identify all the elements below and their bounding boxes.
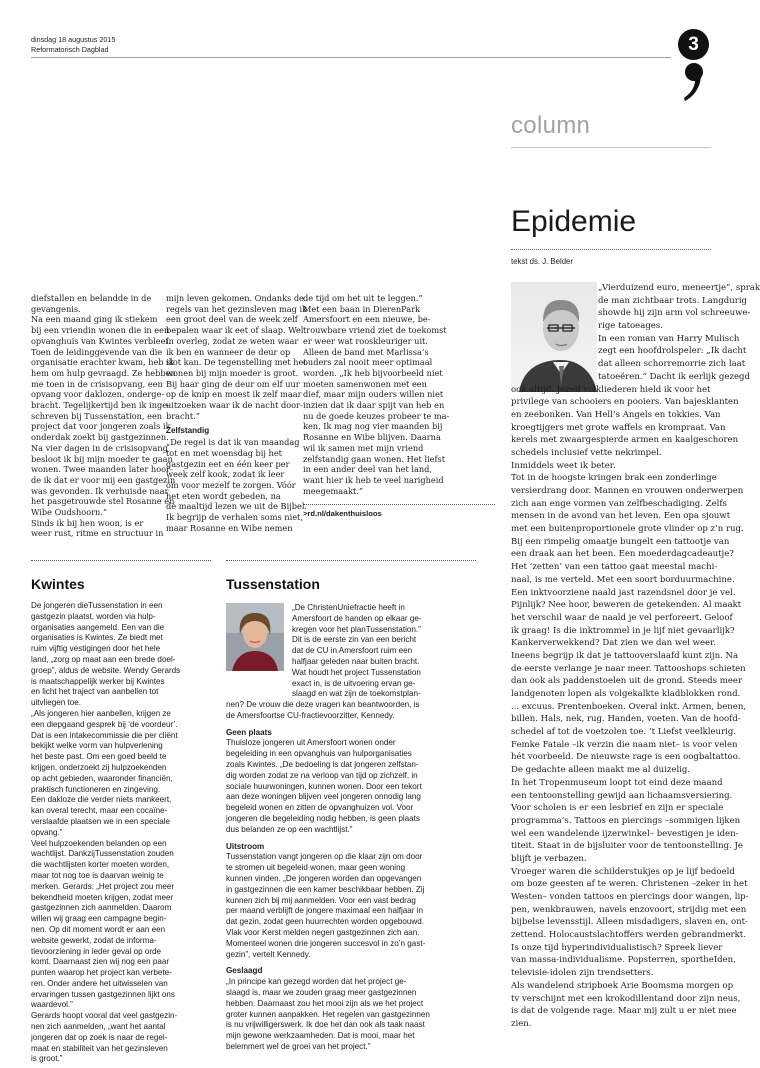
story-line: opvang voor daklozen, onderge-: [31, 389, 165, 400]
tussenstation-line: dig worden zodat ze na verloop van tijd op zichzelf, in: [226, 770, 418, 780]
story-line: Alleen de band met Marlissa’s: [303, 346, 429, 357]
column-line: een tentoonstelling gewijd aan lichaamsversiering.: [511, 790, 733, 801]
story-line: uitzoeken waar ik de nacht door-: [166, 400, 303, 411]
column-line: de man zichtbaar trots. Langdurig: [598, 295, 748, 306]
page-number-badge: 3: [678, 29, 709, 60]
subhead-geen-plaats: Geen plaats: [226, 727, 272, 737]
kwintes-line: land, „zorg op maat aan een brede doel-: [31, 654, 176, 664]
kwintes-line: krijgen, onderzoekt zij hulpzoekenden: [31, 762, 167, 772]
story-line: het eten wordt gebeden, na: [166, 490, 281, 501]
tussenstation-line: slaagd is, maar we zouden graag meer gastgezinnen: [226, 987, 417, 997]
tussenstation-divider: [226, 560, 476, 561]
column-line: zettend. Holocaustslachtoffers werden gebrandmerkt.: [511, 930, 746, 941]
story-column-2: [166, 293, 307, 533]
column-line: Een inktvoorziene naald jast razendsnel door je vel.: [511, 587, 736, 598]
story-line: ouders zal nooit meer optimaal: [303, 357, 433, 368]
column-title: Epidemie: [511, 205, 637, 238]
story-line: Na vier dagen in de crisisopvang: [31, 442, 168, 453]
column-line: schedel af tot de voetzolen toe. ’t Liefst veelkleurig.: [511, 727, 737, 738]
kwintes-line: verslaafde plaatsen we in een speciale: [31, 816, 171, 826]
kwintes-line: willen wij graag een campagne begin-: [31, 914, 167, 924]
column-line: billen. Hals, nek, rug. Handen, voeten. Van de hoofd-: [511, 714, 741, 725]
column-line: ... excuus. Prentenboeken. Overal inkt. Armen, benen,: [511, 701, 747, 712]
column-line: titeit. Staat in de bijsluiter voor de tentoonstelling. Je: [511, 841, 743, 852]
comma-logo-icon: [679, 62, 709, 102]
story-line: wonen bij mijn moeder is groot.: [166, 367, 299, 378]
story-line: worden. „Ik heb bijvoorbeeld niet: [303, 367, 443, 378]
column-line: is dat de volgende rage. Maar mij zult u er niet mee: [511, 1006, 737, 1017]
kwintes-line: tievoorziening in ieder geval op orde: [31, 946, 162, 956]
column-line: zien.: [511, 1018, 532, 1029]
newspaper-name: Reformatorisch Dagblad: [31, 45, 109, 54]
tussenstation-line: per maand verblijft de jongere maximaal een halfjaar in: [226, 906, 424, 916]
tussenstation-line: de Amersfoortse CU-fractievoorzitter, Kennedy.: [226, 710, 395, 720]
column-line: Het ‘zetten’ van een tattoo gaat meestal machi-: [511, 562, 718, 573]
column-line: een draak aan het been. Een moederdagcadeautje?: [511, 549, 734, 560]
kwintes-body: [31, 601, 180, 1065]
column-line: In het Tropenmuseum loopt tot eind deze maand: [511, 777, 723, 788]
kwintes-line: komt. Daarnaast zien wij nog een paar: [31, 957, 170, 967]
column-line: Kankerverwekkend? Dat zien we dan wel weer.: [511, 638, 716, 649]
kwintes-line: Dat is een intakecommissie die per cliënt: [31, 730, 178, 740]
kwintes-line: groep”, aldus de website. Wendy Gerards: [31, 665, 181, 675]
tussenstation-line: Momenteel wonen drie jongeren succesvol in zo’n gast-: [226, 938, 426, 948]
tussenstation-line: zoals Kwintes. „De bedoeling is dat jongeren zelfstan-: [226, 759, 419, 769]
kwintes-line: waardevol.”: [31, 1000, 73, 1010]
story-line: Met een baan in DierenPark: [303, 303, 421, 314]
column-line: programma’s. Tattoos en piercings –sommigen lijken: [511, 815, 741, 826]
story-line: project dat voor jongeren zoals ik: [31, 421, 171, 432]
tussenstation-line: gezin”, vertelt Kennedy.: [226, 949, 311, 959]
story-line: inzien dat ik daar spijt van heb en: [303, 400, 445, 411]
tussenstation-line: hebben. Daarnaast zou het mooi zijn als we het project: [226, 998, 424, 1008]
story-column-3: [303, 293, 495, 520]
story-line: weer rust, ritme en structuur in: [31, 528, 164, 539]
column-line: dan ook als paddenstoelen uit de grond. Steeds meer: [511, 676, 743, 687]
story-line: Bij haar ging de deur om elf uur: [166, 378, 300, 389]
kwintes-line: gastgezinnen zich aanmelden. Daarom: [31, 903, 172, 913]
column-line: naal, is me verteld. Met een soort borduurmachine.: [511, 574, 735, 585]
column-line: blijft je verbazen.: [511, 853, 587, 864]
column-line: Voor scholen is er een lesbrief en zijn er speciale: [511, 803, 724, 814]
kwintes-line: en licht het traject van aanbellen tot: [31, 687, 159, 697]
tussenstation-line: te stromen uit begeleid wonen, maar geen woning: [226, 863, 406, 873]
column-line: om boze geesten af te weren. Christenen –zeker in het: [511, 879, 748, 890]
kwintes-line: jongeren dat op zoek is naar de regel-: [31, 1032, 168, 1042]
story-line: moeten samenwonen met een: [303, 378, 427, 389]
column-line: ook altijd. Jezelf volkliederen hield ik voor het: [511, 384, 711, 395]
story-line: om voor mezelf te zorgen. Vóór: [166, 479, 296, 490]
tussenstation-intro: [292, 603, 422, 700]
story-line: hem om hulp gevraagd. Ze hebben: [31, 367, 176, 378]
story-line: bepalen waar ik eet of slaap. Wel: [166, 325, 304, 336]
subhead-geslaagd: Geslaagd: [226, 966, 263, 976]
tussenstation-line: belemmert wel de groei van het project.”: [226, 1041, 371, 1051]
column-line: kroegtijgers met grote waffels en krompraat. Van: [511, 422, 726, 433]
kwintes-divider: [31, 560, 211, 561]
story-line: Wibe Oudshoorn.”: [31, 507, 108, 518]
story-line: op de knip en moest ik zelf maar: [166, 389, 302, 400]
tussenstation-line: dat gezin, zodat geen huurrechten worden opgebouwd.: [226, 917, 424, 927]
tussenstation-line: jongeren die begeleiding nodig hebben, is geen plaats: [226, 813, 420, 823]
story-line: in een ander deel van het land,: [303, 464, 432, 475]
story-line: bracht. Tegelijkertijd ben ik inge-: [31, 400, 170, 411]
tussenstation-line: begeleiding in een opvanghuis van hulporganisaties: [226, 749, 412, 759]
kwintes-line: praktisch functioneren en zingeving.: [31, 784, 161, 794]
story-line: „De regel is dat ik van maandag: [166, 437, 300, 448]
kwintes-line: is maatschappelijk werker bij Kwintes: [31, 676, 165, 686]
tussenstation-intro-line: slaagd en wat zijn de toekomstplan-: [292, 689, 421, 699]
kwintes-line: kan overal terecht, maar een cocaïne-: [31, 806, 168, 816]
issue-date: dinsdag 18 augustus 2015: [31, 35, 116, 44]
kwintes-line: organisaties is Kwintes. Ze biedt met: [31, 633, 163, 643]
column-body: [511, 282, 760, 1031]
tussenstation-line: „In principe kan gezegd worden dat het project ge-: [226, 977, 407, 987]
column-line: versierdrang door. Mannen en vrouwen onderwerpen: [511, 486, 744, 496]
kwintes-line: bekendheid moeten krijgen, zodat meer: [31, 892, 174, 902]
column-line: Bij een rimpelig omaatje bungelt een tattootje van: [511, 536, 730, 547]
tussenstation-line: mijn gewone werkzaamheden. Dat is mooi, maar het: [226, 1031, 415, 1041]
column-line: Is onze tijd hyperindividualistisch? Spreek liever: [511, 942, 723, 953]
story-line: de ik dat er voor mij een gastgezin: [31, 474, 176, 485]
story-line: regels van het gezinsleven mag ik: [166, 303, 308, 314]
story-line: gastgezin eet en één keer per: [166, 458, 290, 469]
kwintes-line: op acht gebieden, waaronder financiën,: [31, 773, 173, 783]
tussenstation-line: kunnen vinden. „De jongeren worden dan opgevangen: [226, 873, 422, 883]
tussenstation-line: kunnen zich bij mij aanmelden. Voor een vast bedrag: [226, 895, 416, 905]
kwintes-line: die wachtlijsten korter moeten worden,: [31, 860, 170, 870]
column-line: Ineens begrijp ik dat je tattooverslaafd kunt zijn. Na: [511, 650, 739, 661]
tussenstation-body: [226, 700, 430, 1053]
column-line: showde hij zijn arm vol schreeuwe-: [598, 308, 751, 319]
column-line: de eerste verlange je naar meer. Tattooshops schieten: [511, 663, 746, 674]
column-line: kerels met zwaargespierde armen en kaalgeschoren: [511, 435, 739, 446]
column-line: dat alleen schorremorrie zich laat: [598, 359, 746, 370]
story-line: bracht.”: [166, 410, 200, 421]
column-line: De gedachte alleen maakt me al duizelig.: [511, 765, 691, 776]
kennedy-photo: [226, 603, 284, 671]
kwintes-line: een diepgaand gesprek bij ‘de voordeur’.: [31, 719, 178, 729]
column-line: televisie-idolen zijn trendsetters.: [511, 968, 654, 979]
kwintes-line: nen. Op dit moment wordt er aan een: [31, 924, 166, 934]
story-line: zelfstandig gaan wonen. Het liefst: [303, 453, 446, 464]
kwintes-line: opvang.”: [31, 827, 63, 837]
story-line: Ik begrijp de verhalen soms niet,: [166, 512, 303, 523]
kwintes-line: „Als jongeren hier aanbellen, krijgen ze: [31, 708, 171, 718]
column-line: met een buitenproportionele grote vlinder op z’n rug.: [511, 524, 744, 535]
web-link[interactable]: >rd.nl/dakenthuisloos: [303, 509, 382, 519]
kwintes-line: organisaties aangemeld. Een van die: [31, 622, 165, 632]
story-line: nu de goede keuzes probeer te ma-: [303, 410, 450, 421]
tussenstation-intro-line: exact in, is de uitvoering ervan ge-: [292, 678, 416, 688]
kwintes-line: punten waarop het project kan verbete-: [31, 968, 172, 978]
column-line: bijbelse levensstijl. Alleen misdadigers, slaven en, ont-: [511, 917, 748, 928]
story-line: was gevonden. Ik verhuisde naar: [31, 485, 169, 496]
kwintes-line: Gerards hoopt vooral dat veel gastgezin-: [31, 1011, 178, 1021]
story-line: besloot ik bij mijn moeder te gaan: [31, 453, 173, 464]
story-line: gevangenis.: [31, 303, 81, 314]
tussenstation-line: sociale huurwoningen, kunnen wonen. Door een tekort: [226, 781, 422, 791]
kwintes-line: Een dakloze die verder niets mankeert,: [31, 795, 172, 805]
kwintes-heading: Kwintes: [31, 576, 85, 592]
tussenstation-line: Vlak voor Kerst melden negen gastgezinnen zich aan.: [226, 927, 420, 937]
tussenstation-line: aan deze woningen blijven veel jongeren onnodig lang: [226, 792, 421, 802]
kwintes-line: wachtlijst. DankzijTussenstation zouden: [31, 849, 174, 859]
tussenstation-intro-line: Amersfoort de handen op elkaar ge-: [292, 613, 422, 623]
tussenstation-line: Thuisloze jongeren uit Amersfoort wonen onder: [226, 738, 396, 748]
kwintes-line: gastgezin plaatst, worden via hulp-: [31, 611, 156, 621]
subhead-uitstroom: Uitstroom: [226, 841, 265, 851]
column-line: Westen– vonden tattoos en piercings door wangen, lip-: [511, 892, 749, 902]
kwintes-line: ervaringen tussen gastgezinnen lijkt ons: [31, 989, 175, 999]
story-line: het pasgetrouwde stel Rosanne en: [31, 496, 175, 507]
column-line: landgenoten lopen als volgekalkte kladblokken rond.: [511, 689, 741, 699]
column-line: privilege van schooiers en pooiers. Van bajesklanten: [511, 397, 739, 408]
column-line: Als wandelend stripboek Arie Boomsma morgen op: [511, 980, 734, 991]
kwintes-line: nen zich aanmelden, „want het aantal: [31, 1022, 166, 1032]
story-line: wil ik samen met mijn vriend: [303, 442, 424, 453]
column-line: tv verschijnt met een krokodillentand door zijn neus,: [511, 993, 741, 1004]
kwintes-line: uitvliegen toe.: [31, 698, 81, 708]
kwintes-line: het beste past. Om een goed beeld te: [31, 752, 167, 762]
column-line: zegt een hoofdrolspeler: „Ik dacht: [598, 346, 747, 357]
column-line: wel een wandelende ijzerwinkel– bevestigen je iden-: [511, 828, 739, 839]
story-line: me toen in de crisisopvang, een: [31, 378, 163, 389]
tussenstation-line: dus belanden ze op een wachtlijst.”: [226, 824, 353, 834]
column-line: van massa-individualisme. Popsterren, sportheIden,: [511, 955, 736, 966]
story-column-1: [31, 293, 176, 539]
tussenstation-intro-line: „De ChristenUniefractie heeft in: [292, 603, 405, 612]
story-line: bij een vriendin wonen die in een: [31, 325, 170, 336]
story-line: week zelf kook, zodat ik leer: [166, 469, 285, 480]
story-line: organisatie erachter kwam, heb ik: [31, 357, 174, 368]
story-line: de maaltijd lezen we uit de Bijbel.: [166, 501, 308, 512]
tussenstation-line: nen? De vrouw die deze vragen kan beantwoorden, is: [226, 700, 420, 709]
kwintes-line: is groot.”: [31, 1054, 63, 1064]
link-divider: [303, 504, 495, 505]
story-line: tot en met woensdag bij het: [166, 447, 282, 458]
story-line: Amersfoort en een nieuwe, be-: [303, 314, 431, 325]
tussenstation-line: groter kunnen aanpakken. Het regelen van gastgezinnen: [226, 1009, 430, 1019]
column-line: ik graag! Is die inktrommel in je lijf niet gevaarlijk?: [511, 625, 735, 636]
column-line: „Vierduizend euro, meneertje”, sprak: [598, 283, 760, 293]
story-line: wonen. Twee maanden later hoor-: [31, 464, 173, 475]
column-line: zich aan enge vormen van zelfbeschadiging. Zelfs: [511, 498, 727, 509]
column-line: Vroeger waren die schilderstukjes op je lijf bedoeld: [511, 866, 735, 877]
column-line: en zeebonken. Van Hell’s Angels en tokkies. Van: [511, 409, 721, 420]
tussenstation-intro-line: Wat houdt het project Tussenstation: [292, 667, 421, 677]
column-line: Femke Fatale –ik verzin die naam niet– is voor velen: [511, 739, 738, 750]
column-line: pen, wenkbrauwen, navels enzovoort, strijdig met een: [511, 904, 747, 915]
story-line: Toen de leidinggevende van die: [31, 346, 163, 357]
story-line: ik ben en wanneer de deur op: [166, 346, 291, 357]
story-line: dief, maar mijn ouders willen niet: [303, 389, 444, 400]
column-line: hét voorbeeld. De nieuwste rage is een oogbaltattoo.: [511, 752, 741, 763]
story-line: want hier ik heb te veel narigheid: [303, 474, 444, 485]
kwintes-line: maat en stabiliteit van het gezinsleven: [31, 1043, 168, 1053]
story-line: de tijd om het uit te leggen.”: [303, 293, 423, 303]
tussenstation-intro-line: halfjaar geleden naar buiten bracht.: [292, 656, 420, 666]
column-line: rige tatoeages.: [598, 321, 663, 332]
section-label: column: [511, 112, 591, 139]
kwintes-line: merken. Gerards: „Het project zou meer: [31, 881, 175, 891]
story-line: trouwbare vriend ziet de toekomst: [303, 325, 447, 336]
story-subhead: Zelfstandig: [166, 426, 210, 436]
story-line: maar Rosanne en Wibe nemen: [166, 522, 293, 533]
column-line: In een roman van Harry Mulisch: [598, 333, 740, 344]
story-line: meegemaakt.”: [303, 485, 364, 496]
masthead: [31, 35, 115, 55]
tussenstation-intro-line: dat de CU in Amersfoort ruim een: [292, 646, 413, 656]
story-line: schreven bij Tussenstation, een: [31, 410, 163, 421]
story-line: slot kan. De tegenstelling met het: [166, 357, 307, 368]
kwintes-line: bekijkt welke vorm van hulpverlening: [31, 741, 163, 751]
tussenstation-line: in gastgezinnen die een kamer beschikbaar hebben. Zij: [226, 884, 425, 894]
column-line: tatoeëren.” Dacht ik eerlijk gezegd: [598, 371, 750, 382]
story-line: er weer wat rooskleuriger uit.: [303, 335, 428, 346]
author-photo: [511, 282, 597, 392]
column-line: het verschil waar de naald je vel perforeert. Geloof: [511, 612, 733, 623]
story-line: mijn leven gekomen. Ondanks de: [166, 293, 304, 303]
kwintes-line: maar tot nog toe is daarvan weinig te: [31, 870, 164, 880]
tussenstation-heading: Tussenstation: [226, 576, 320, 592]
header-rule: [31, 57, 671, 58]
tussenstation-line: begeleid wonen en zitten de opvanghuizen vol. Voor: [226, 803, 414, 813]
tussenstation-line: Tussenstation vangt jongeren op die klaar zijn om door: [226, 852, 423, 862]
story-line: in overleg, zodat ze weten waar: [166, 335, 299, 346]
column-line: Inmiddels weet ik beter.: [511, 460, 616, 471]
story-line: een groot deel van de week zelf: [166, 314, 298, 325]
kwintes-line: ruim vijftig vestigingen door het hele: [31, 644, 161, 654]
kwintes-line: De jongeren dieTussenstation in een: [31, 601, 163, 610]
story-line: Rosanne en Wibe blijven. Daarna: [303, 432, 441, 443]
column-line: Tot in de hoogste kringen brak een zonderlinge: [511, 473, 717, 484]
tussenstation-line: is nu vrijwilligerswerk. Ik doe het dan ook als taak naast: [226, 1020, 425, 1030]
column-line: schedels inclusief vette nekrimpel.: [511, 447, 662, 458]
title-divider: [511, 249, 711, 250]
story-line: onderdak zoekt bij gastgezinnen.: [31, 432, 169, 443]
story-line: Sinds ik bij hen woon, is er: [31, 517, 144, 528]
kwintes-line: website gewerkt, zodat de informa-: [31, 935, 157, 945]
story-line: Na een maand ging ik stiekem: [31, 314, 158, 325]
story-line: opvanghuis van Kwintes verbleef.: [31, 335, 171, 346]
story-line: ken. Ik mag nog vier maanden bij: [303, 421, 443, 432]
story-line: diefstallen en belandde in de: [31, 293, 152, 303]
tussenstation-intro-line: kregen voor het planTussenstation.”: [292, 624, 421, 634]
section-rule: [511, 147, 711, 148]
column-line: mensen in de avond van het leven. Een opa sjouwt: [511, 511, 731, 522]
column-line: Pijnlijk? Nee hoor, beweren de getekenden. Al maakt: [511, 600, 742, 611]
kwintes-line: Veel hulpzoekenden belanden op een: [31, 838, 167, 848]
kwintes-line: ren. Onder andere het uitwisselen van: [31, 978, 168, 988]
tussenstation-intro-line: Dit is de eerste zin van een bericht: [292, 635, 417, 645]
byline: tekst ds. J. Belder: [511, 257, 573, 266]
